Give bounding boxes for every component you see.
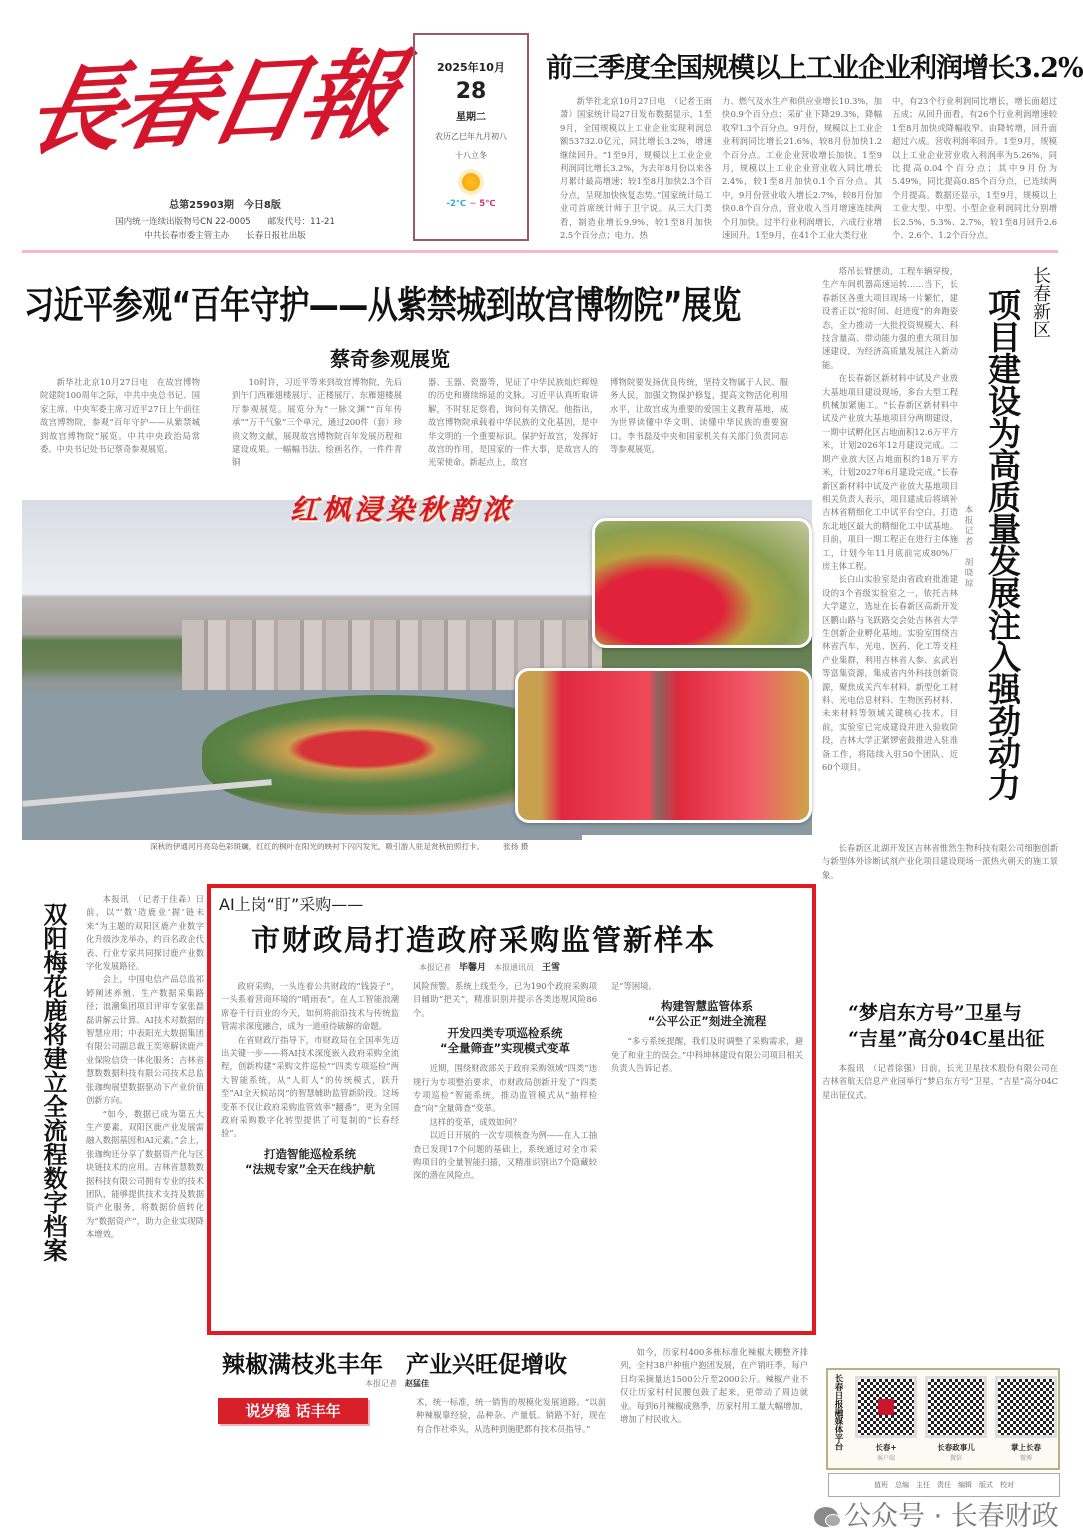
lead-headline-wrap (24, 284, 814, 332)
footer-staff-box: 值班 总编 主任 责任 编辑 版式 校对 (828, 1473, 1060, 1497)
lead-col-1: 新华社北京10月27日电 在故宫博物院建院100周年之际，中共中央总书记、国家主席、中央军委主席习近平27日上午前往故宫博物院，参观“百年守护——从紫禁城到故宫博物院”展览。中共中央政治局常委、中央书记处书记蔡奇参观展览。 (40, 377, 200, 455)
lunar-date: 农历乙巳年九月初八 (435, 132, 507, 141)
left-story-body: 本报讯 （记者于佳森）日前，以“‘数’造鹿业‘握’链未来”为主题的双阳区鹿产业数字化升级沙龙举办，约百名政企代表、行业专家共同探讨鹿产业数字化发展路径。 会上，中国电信产品总监祁婷阐述养殖、生产数据采集路径；浪潮集团项目评审专家张磊磊讲解云计算、AI技术对数据的智慧应用；中表阳光大数据集团有限公司副总裁王奕寒解读鹿产业保险信贷一体化服务；吉林省慧数数据科技有限公司技术总监张珈绚展望数据驱动下产业价值创新方向。 “如今，数据已成为第五大生产要素，双阳区鹿产业发展需融入数据基因和AI元素。”会上，张珈绚还分享了数据资产化与区块链技术的应用。吉林省慧数数据科技有限公司拥有专业的技术团队，能够提供技术支持及数据资产化服务，将数据价值转化为“数据资产”，助力企业实现降本增效。 (86, 894, 204, 1240)
qr-item-sub: 客户端 (876, 1455, 895, 1462)
lead-col-2: 10时许，习近平等来到故宫博物院，先后到午门西雁翅楼展厅、正楼展厅、东雁翅楼展厅参观展览。展览分为“一脉文渊”“百年传承”“万千气象”三个单元，通过200件（套）珍贵文物文献，展现故宫博物院百年发展历程和建设成果。一幅幅书法、绘画名作，一件件青铜 (232, 377, 402, 468)
publisher: 中共长春市委主管主办 长春日报社出版 (144, 231, 306, 241)
lead-col-3: 器、玉器、瓷器等，见证了中华民族灿烂辉煌的历史和赓续绵延的文脉。习近平认真听取讲解，不时驻足察看，询问有关情况。他指出，故宫博物院承载着中华民族的文化基因，是中华文明的一个重要标识。保护好故宫，发挥好故宫的作用，是国家的一件大事，是故宫人的光荣使命。新起点上，故宫 (428, 377, 598, 468)
feature-subhead-3: 构建智慧监管体系 “公平公正”刻进全流程 (647, 999, 767, 1029)
qr-item-name: 长春政事儿 (937, 1443, 975, 1452)
photo-credit: 张扬 摄 (503, 842, 529, 851)
satellite-headline-2[interactable]: “吉星”高分04C星出征 (848, 1028, 1045, 1050)
issue-number: 总第25903期 今日8版 (169, 200, 281, 211)
qr-item-name: 掌上长春 (1011, 1443, 1041, 1452)
photo-inset-1 (592, 518, 812, 648)
lead-subhead: 蔡奇参观展览 (330, 347, 450, 371)
pepper-tag: 说岁稳 话丰年 (218, 1398, 368, 1424)
feature-byline: 本报记者 毕馨月 本报通讯员 王雪 (419, 963, 561, 973)
feature-box (207, 884, 816, 1335)
pepper-headline[interactable]: 辣椒满枝兆丰年 产业兴旺促增收 (222, 1351, 567, 1378)
pepper-byline: 本报记者 赵猛佳 (365, 1378, 429, 1388)
qr-code-icon[interactable] (925, 1376, 987, 1438)
top-story-col-2: 力、燃气及水生产和供应业增长10.3%，加快0.9个百分点；采矿业下降29.3%，降幅收窄1.3个百分点。9月份，规模以上工业企业利润同比增长21.6%，较8月份加快1.2个百分点。工业企业营收增长加快。1至9月，规模以上工业企业营业收入同比增长2.4%，较1至8月加快0.1个百分点。其中，9月份营业收入增长2.7%，较8月份加快0.8个百分点，营业收入当月增速连续两个月加快。过半行业利润增长，六成行业增速回升。1至9月，在41个工业大类行业 (722, 96, 882, 241)
feature-subhead-1: 打造智能巡检系统 “法规专家”全天在线护航 (244, 1146, 376, 1176)
masthead-divider (22, 250, 1058, 253)
feature-headline[interactable]: 市财政局打造政府采购监管新样本 (251, 923, 717, 957)
top-story-col-3: 中，有23个行业利润同比增长，增长面超过五成；从回升面看，有26个行业利润增速较1至8月加快或降幅收窄、由降转增，回升面超过六成。营收利润率回升。1至9月，规模以上工业企业营业收入利润率为5.26%，同比提高0.04个百分点；其中9月份为5.49%，同比提高0.85个百分点，已连续两个月提高。数据还显示，1至9月，规模以上工业大型、中型、小型企业利润同比分别增长2.5%、5.3%、2.7%，较1至8月回升2.6个、2.6个、1.2个百分点。 (892, 96, 1057, 241)
satellite-headline-1[interactable]: “梦启东方号”卫星与 (848, 1002, 1022, 1024)
left-story-headline[interactable]: 双阳梅花鹿将建立全流程数字档案 (39, 902, 68, 1262)
date-weekday: 星期二 (456, 112, 486, 123)
photo-title: 红枫浸染秋韵浓 (290, 493, 515, 526)
qr-code-icon[interactable] (995, 1376, 1057, 1438)
feature-col-3: 足”等困境。 构建智慧监管体系 “公平公正”刻进全流程 “多亏系统提醒，我们及时调整了采购需求，避免了和业主的误会。”中科坤林建设有限公司项目相关负责人告诉记者。 (611, 981, 803, 1074)
feature-col-1: 政府采购，一头连着公共财政的“钱袋子”，一头系着营商环境的“晴雨表”。在人工智能浪潮席卷千行百业的今天，如何将前沿技术与传统监管需求深度融合，成为一道亟待破解的命题。 在省财政厅指导下，市财政局在全国率先迈出关键一步——将AI技术深度嵌入政府采购全流程，创新构建“采购文件巡检”“四类专项巡检”两大智能系统，从“人盯人”的传统模式，跃升至“AI全天候站岗”的智慧辅助监管新阶段。这场变革不仅让政府采购监管效率“翻番”，更为全国政府采购数字化转型提供了可复制的“长春经验”。 打造智能巡检系统 “法规专家”全天在线护航 (221, 981, 399, 1176)
qr-item[interactable] (924, 1376, 988, 1462)
temperature: -2℃ ~ 5℃ (446, 199, 496, 209)
top-story-col-1: 新华社北京10月27日电 （记者王雨萧）国家统计局27日发布数据显示，1至9月，全国规模以上工业企业实现利润总额53732.0亿元，同比增长3.2%，增速继续回升。“1至9月，规模以上工业企业利润同比增长3.2%，为去年8月份以来各月累计最高增速；较1至8月加快2.3个百分点，呈现加快恢复态势。”国家统计局工业司首席统计师于卫宁说。从三大门类看，制造业增长9.9%，较1至8月加快2.5个百分点；电力、热 (560, 96, 712, 241)
lead-col-4: 博物院要发扬优良传统，坚持文物属于人民、服务人民，加强文物保护修复，提高文物活化利用水平，让故宫成为重要的爱国主义教育基地，成为世界读懂中华文明、读懂中华民族的重要窗口。李书磊及中央和国家机关有关部门负责同志等参观展览。 (610, 377, 788, 455)
satellite-body: 本报讯 （记者徐强）日前，长光卫星技术股份有限公司在吉林省航天信息产业园举行“梦启东方号”卫星、“吉星”高分04C星出征仪式。 (822, 1063, 1058, 1100)
right-story-kicker: 长春新区 (1030, 266, 1051, 338)
photo-caption: 深秋的伊通河月亮岛色彩斑斓，红红的枫叶在阳光的映衬下闪闪发光，吸引游人驻足赏秋拍照打卡。 张扬 摄 (150, 842, 529, 851)
photo-inset-2 (515, 668, 812, 823)
qr-item-sub: 微博 (1019, 1455, 1032, 1462)
qr-item-name: 长春+ (875, 1443, 897, 1452)
right-story-continued: 长春新区北湖开发区吉林省惟然生物科技有限公司细胞创新与新型体外诊断试剂产业化项目建设现场一派热火朝天的施工景象。 (822, 843, 1058, 880)
masthead-logo: 長春日報 (16, 37, 404, 169)
right-story-headline[interactable]: 项目建设为高质量发展注入强劲动力 (983, 288, 1022, 800)
pepper-col-3: 如今，历家村400多栋标准化辣椒大棚整齐排列，全村38户种植户抱团发展，在产销旺季，每户日均采摘量达1500公斤至2000公斤。辣椒产业不仅让历家村村民腰包鼓了起来，更带动了周边就业。每到6月辣椒成熟季，历家村用工量大幅增加，增加了村民收入。 (620, 1347, 808, 1425)
right-story-body: 塔吊长臂摆动，工程车辆穿梭，生产车间机器高速运转……当下，长春新区各重大项目现场一片繁忙，建设者正以“抢时间、赶进度”的奔跑姿态，全力推动一大批投资规模大、科技含量高、带动能力强的重大项目加速建设，为经济高质量发展注入新动能。 在长春新区新材料中试及产业放大基地项目建设现场，多台大型工程机械加紧施工。“长春新区新材料中试及产业放大基地项目分两期建设，一期中试孵化区占地面积12.6万平方米，计划2026年12月建设完成。二期产业放大区占地面积约18万平方米，计划2027年6月建设完成。”长春新区新材料中试及产业放大基地项目相关负责人表示，项目建成后将填补吉林省精细化工中试平台空白，打造东北地区最大的精细化工中试基地。目前，项目一期工程正在进行主体施工，计划今年11月底前完成80%厂房主体工程。 长白山实验室是由省政府批准建设的3个省级实验室之一，依托吉林大学建立，选址在长春新区高新开发区鹏山路与飞跃路交会处吉林省大学生创新企业孵化基地。实验室围绕吉林省汽车、光电、医药、化工等支柱产业集群，利用吉林省人参、玄武岩等富集资源，集成省内外科技创新资源，聚焦成关汽车材料、新型化工材料、光电信息材料、生物医药材料、未来材料等领域关键核心技术。目前，实验室已完成建设并进入验收阶段，吉林大学正紧锣密鼓推进入驻准备工作，将陆续入驻50个团队、近60个项目。 (822, 266, 958, 773)
wechat-icon (814, 1507, 838, 1527)
qr-item[interactable] (854, 1376, 918, 1462)
date-year-month: 2025年10月 (437, 61, 505, 74)
qr-item[interactable] (994, 1376, 1058, 1462)
watermark: 公众号 · 长春财政 (814, 1501, 1059, 1533)
publication-code: 国内统一连续出版物号CN 22-0005 邮发代号：11-21 (115, 217, 335, 227)
feature-subhead-2: 开发四类专项巡检系统 “全量筛查”实现模式变革 (439, 1026, 571, 1056)
qr-panel (826, 1368, 1060, 1470)
sun-icon (462, 173, 480, 191)
lead-headline[interactable]: 习近平参观“百年守护——从紫禁城到故宫博物院”展览 (24, 284, 741, 328)
feature-kicker: AI上岗“盯”采购—— (219, 895, 364, 914)
qr-item-sub: 微信 (949, 1455, 962, 1462)
date-day: 28 (455, 79, 487, 104)
right-story-byline: 本报记者 胡晓琼 (963, 505, 973, 589)
top-story-headline[interactable]: 前三季度全国规模以上工业企业利润增长3.2% (546, 53, 1083, 84)
feature-col-2: 风险预警。系统上线至今，已为190个政府采购项目辅助“把关”，精准识别并提示各类违规风险86个。 开发四类专项巡检系统 “全量筛查”实现模式变革 近期，围绕财政部关于政府采购领域“四类”违规行为专项整治要求，市财政局创新开发了“四类专项巡检”智能系统，推动监管模式从“抽样检查”向“全量筛查”变革。 这样的变革，成效如何？ 以近日开展的一次专项核查为例——在人工抽查已发现17个问题的基础上，系统通过对全市采购项目的全量智能扫描，又精准识别出7个隐藏较深的潜在风险点。 (413, 981, 597, 1181)
solar-term: 十八立冬 (455, 151, 487, 160)
qr-panel-label: 长春日报融媒体平台 (833, 1374, 843, 1451)
pepper-col-2: 术，统一标准，统一销售的规模化发展道路。“以前种辣椒靠经验，品种杂、产量低、销路不好，现在有合作社牵头，从选种到施肥都有技术员指导。” (416, 1397, 606, 1434)
date-box (413, 33, 529, 241)
qr-code-icon[interactable] (855, 1376, 917, 1438)
